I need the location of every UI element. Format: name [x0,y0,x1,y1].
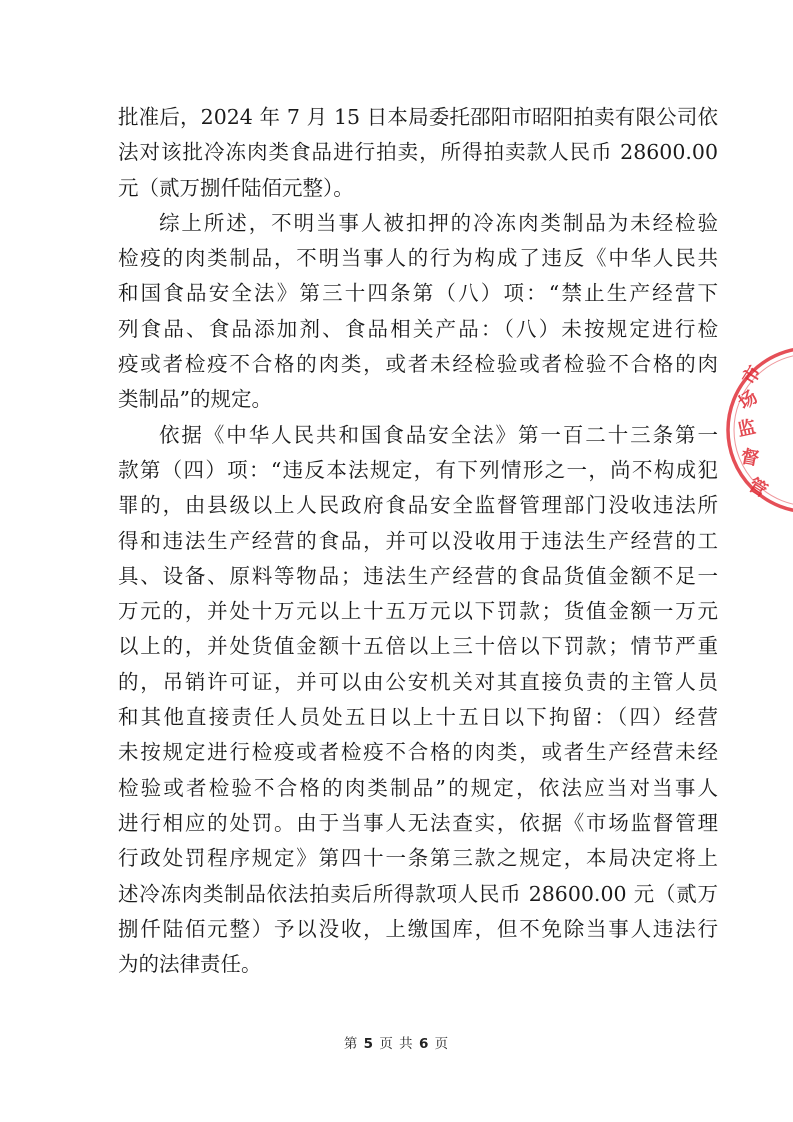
text-line: 法对该批冷冻肉类食品进行拍卖，所得拍卖款人民币 28600.00 [118,140,718,165]
text-line: 万元的，并处十万元以上十五万元以下罚款；货值金额一万元 [118,599,718,624]
footer-middle: 页 共 [379,1036,414,1052]
seal-char: 督 [739,446,761,470]
footer-prefix: 第 [343,1036,359,1052]
text-line: 批准后，2024 年 7 月 15 日本局委托邵阳市昭阳拍卖有限公司依 [118,105,718,129]
text-line: 综上所述，不明当事人被扣押的冷冻肉类制品为未经检验 [159,210,718,235]
page-footer [0,1032,793,1052]
text-line: 疫或者检疫不合格的肉类，或者未经检验或者检验不合格的肉 [118,352,718,377]
text-line: 罪的，由县级以上人民政府食品安全监督管理部门没收违法所 [118,493,718,518]
seal-char: 市 [738,362,765,389]
text-line: 和其他直接责任人员处五日以上十五日以下拘留：（四）经营 [118,705,718,730]
text-line: 检疫的肉类制品，不明当事人的行为构成了违反《中华人民共 [118,246,718,271]
text-line: 为的法律责任。 [118,952,262,977]
seal-char: 监 [735,416,758,440]
text-line: 和国食品安全法》第三十四条第（八）项：“禁止生产经营下 [118,281,718,306]
text-line: 类制品”的规定。 [118,387,272,412]
seal-char: 管 [744,474,771,501]
text-line: 以上的，并处货值金额十五倍以上三十倍以下罚款；情节严重 [118,634,718,659]
text-line: 进行相应的处罚。由于当事人无法查实，依据《市场监督管理 [118,810,718,835]
official-seal [722,340,793,520]
text-line: 述冷冻肉类制品依法拍卖后所得款项人民币 28600.00 元（贰万 [118,881,718,906]
text-line: 未按规定进行检疫或者检疫不合格的肉类，或者生产经营未经 [118,740,718,765]
text-line: 捌仟陆佰元整）予以没收，上缴国库，但不免除当事人违法行 [118,916,718,941]
text-line: 元（贰万捌仟陆佰元整）。 [118,175,354,200]
text-line: 检验或者检验不合格的肉类制品”的规定，依法应当对当事人 [118,775,718,800]
footer-suffix: 页 [434,1036,450,1052]
text-line: 列食品、食品添加剂、食品相关产品：（八）未按规定进行检 [118,316,718,341]
text-line: 依据《中华人民共和国食品安全法》第一百二十三条第一 [159,422,718,447]
seal-stamp-icon [722,340,793,520]
text-line: 的，吊销许可证，并可以由公安机关对其直接负责的主管人员 [118,669,718,694]
seal-char: 场 [734,386,762,414]
text-line: 具、设备、原料等物品；违法生产经营的食品货值金额不足一 [118,563,718,588]
text-line: 得和违法生产经营的食品，并可以没收用于违法生产经营的工 [118,528,718,553]
footer-total-pages: 6 [418,1036,430,1052]
document-body [118,100,718,982]
text-line: 款第（四）项：“违反本法规定，有下列情形之一，尚不构成犯 [118,457,718,482]
text-line: 行政处罚程序规定》第四十一条第三款之规定，本局决定将上 [118,846,718,871]
footer-current-page: 5 [363,1036,375,1052]
